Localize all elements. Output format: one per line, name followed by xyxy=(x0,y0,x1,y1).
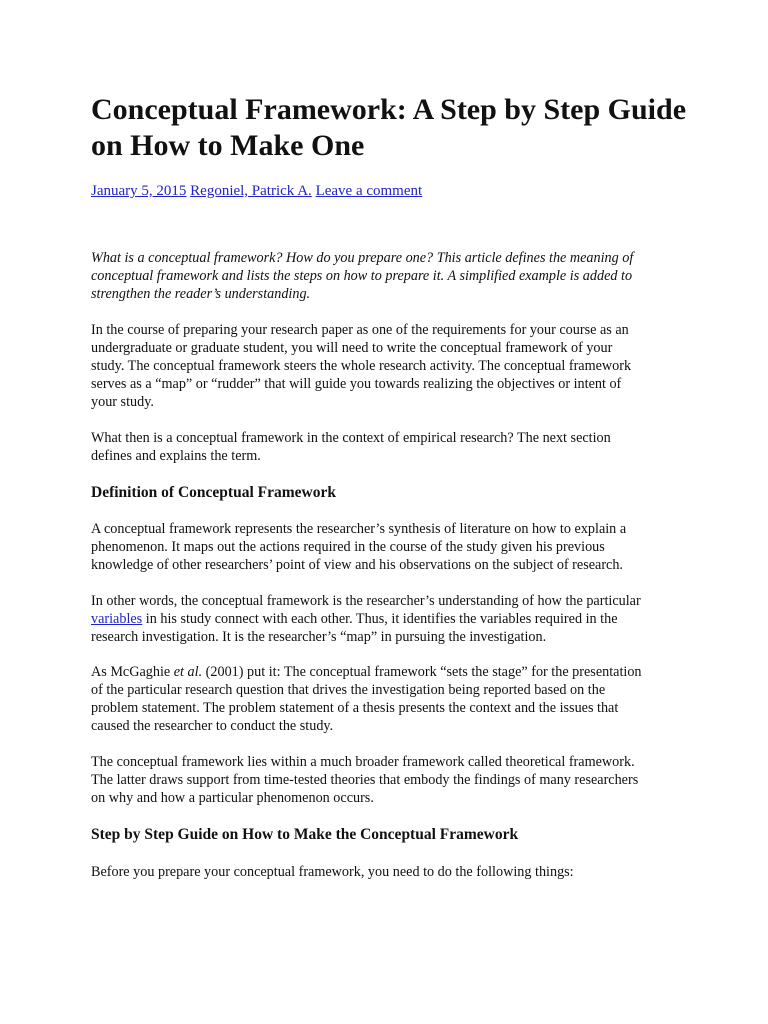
paragraph-line: study. The conceptual framework steers the whole research activity. The conceptual framework xyxy=(91,358,632,374)
paragraph-line: undergraduate or graduate student, you will need to write the conceptual framework of your xyxy=(91,340,613,356)
intro-line: What is a conceptual framework? How do you prepare one? This article defines the meaning of xyxy=(91,250,634,266)
paragraph-line: caused the researcher to conduct the study. xyxy=(91,718,334,734)
paragraph-line: In other words, the conceptual framework is the researcher’s understanding of how the particular xyxy=(91,593,641,609)
paragraph-line: problem statement. The problem statement of a thesis presents the context and the issues that xyxy=(91,700,619,716)
intro-line: strengthen the reader’s understanding. xyxy=(91,286,311,302)
paragraph-theoretical xyxy=(91,753,691,807)
paragraph-text: in his study connect with each other. Thus, it identifies the variables required in the xyxy=(142,611,618,627)
heading-definition: Definition of Conceptual Framework xyxy=(91,484,336,501)
paragraph-line: defines and explains the term. xyxy=(91,448,261,464)
paragraph-line: What then is a conceptual framework in the context of empirical research? The next section xyxy=(91,430,611,446)
paragraph-definition xyxy=(91,520,691,574)
paragraph-course xyxy=(91,321,691,411)
paragraph-line xyxy=(91,663,691,681)
paragraph-text: As McGaghie xyxy=(91,664,174,680)
intro-line: conceptual framework and lists the steps on how to prepare it. A simplified example is added to xyxy=(91,268,633,284)
leave-comment-link[interactable]: Leave a comment xyxy=(315,183,423,199)
paragraph-line: research investigation. It is the researcher’s “map” in pursuing the investigation. xyxy=(91,629,547,645)
paragraph-in-other-words xyxy=(91,592,691,646)
intro-paragraph xyxy=(91,249,691,303)
heading-steps: Step by Step Guide on How to Make the Conceptual Framework xyxy=(91,826,519,843)
paragraph-line: on why and how a particular phenomenon occurs. xyxy=(91,790,374,806)
paragraph-line: The conceptual framework lies within a much broader framework called theoretical framework. xyxy=(91,754,635,770)
paragraph-line: Before you prepare your conceptual framework, you need to do the following things: xyxy=(91,864,574,880)
et-al-italic: et al. xyxy=(173,664,203,680)
post-date-link[interactable]: January 5, 2015 xyxy=(91,183,187,199)
paragraph-before xyxy=(91,863,691,881)
paragraph-line: of the particular research question that drives the investigation being reported based on the xyxy=(91,682,606,698)
paragraph-line: The latter draws support from time-tested theories that embody the findings of many researchers xyxy=(91,772,639,788)
paragraph-mcgaghie xyxy=(91,663,691,735)
paragraph-line: your study. xyxy=(91,394,154,410)
paragraph-line: knowledge of other researchers’ point of view and his observations on the subject of research. xyxy=(91,557,623,573)
paragraph-line: serves as a “map” or “rudder” that will guide you towards realizing the objectives or intent of xyxy=(91,376,622,392)
paragraph-line xyxy=(91,610,691,628)
paragraph-line: phenomenon. It maps out the actions required in the course of the study given his previous xyxy=(91,539,605,555)
paragraph-line: In the course of preparing your research paper as one of the requirements for your course as an xyxy=(91,322,629,338)
article-meta xyxy=(91,182,422,200)
article-title: Conceptual Framework: A Step by Step Guide on How to Make One xyxy=(91,93,687,162)
variables-link[interactable]: variables xyxy=(91,611,143,627)
author-link[interactable]: Regoniel, Patrick A. xyxy=(190,183,312,199)
paragraph-line: A conceptual framework represents the researcher’s synthesis of literature on how to explain a xyxy=(91,521,627,537)
paragraph-what-then xyxy=(91,429,691,465)
paragraph-text: (2001) put it: The conceptual framework “sets the stage” for the presentation xyxy=(202,664,642,680)
